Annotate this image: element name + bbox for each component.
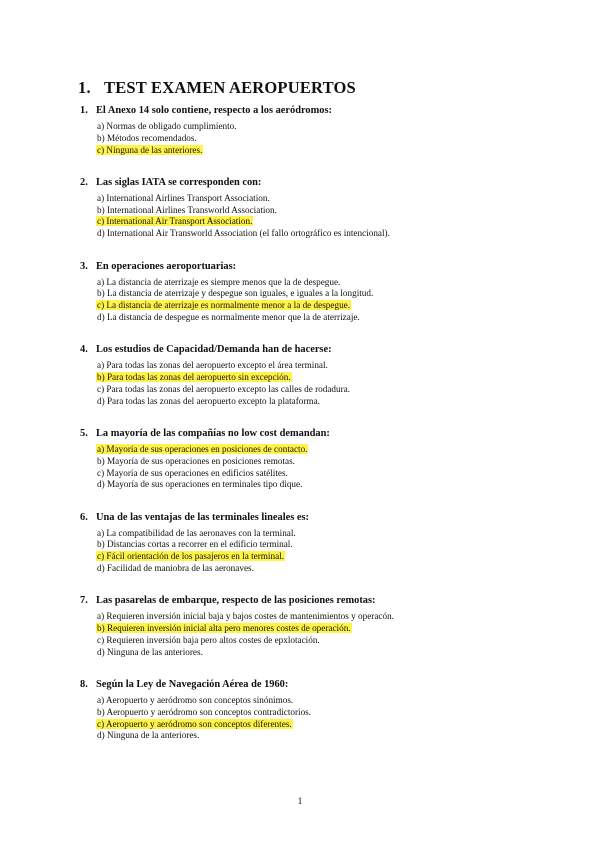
question-item: [80, 260, 550, 324]
answer-option: [96, 479, 550, 491]
answer-option-text: a) Para todas las zonas del aeropuerto excepto el área terminal.: [97, 360, 328, 371]
answer-option: [96, 312, 550, 324]
answer-option: [96, 133, 550, 145]
question-title: [80, 104, 550, 117]
question-number: 2.: [80, 176, 88, 188]
answer-option-text: b) La distancia de aterrizaje y despegue son iguales, e iguales a la longitud.: [97, 288, 374, 299]
question-item: [80, 678, 550, 742]
answer-options: [80, 121, 550, 156]
answer-option: [96, 539, 550, 551]
answer-options: [80, 444, 550, 491]
section-heading: [78, 78, 356, 98]
answer-option-text: a) Normas de obligado cumplimiento.: [97, 121, 237, 131]
answer-option: [96, 730, 550, 742]
question-text: Las pasarelas de embarque, respecto de las posiciones remotas:: [96, 595, 376, 607]
answer-option-highlighted: [96, 444, 550, 456]
answer-option: [96, 121, 550, 133]
question-item: [80, 343, 550, 407]
answer-option: [96, 396, 550, 408]
question-title: [80, 511, 550, 524]
question-text: La mayoría de las compañías no low cost demandan:: [96, 427, 330, 439]
question-item: [80, 104, 550, 156]
answer-option-highlighted: [96, 719, 550, 731]
answer-option-text: d) La distancia de despegue es normalmente menor que la de aterrizaje.: [97, 311, 360, 322]
question-number: 3.: [80, 260, 88, 272]
question-number: 6.: [80, 511, 88, 523]
answer-option-highlighted: [96, 623, 550, 635]
answer-option-highlighted: [96, 551, 550, 563]
answer-option-text: b) Aeropuerto y aeródromo son conceptos contradictorios.: [97, 706, 312, 717]
answer-option: [96, 288, 550, 300]
page-number: 1: [297, 797, 303, 807]
answer-option-highlighted: [96, 216, 550, 228]
answer-option: [96, 611, 550, 623]
question-title: [80, 678, 550, 691]
question-text: Los estudios de Capacidad/Demanda han de hacerse:: [96, 344, 332, 356]
answer-option: [96, 384, 550, 396]
answer-option-text: d) Ninguna de las anteriores.: [97, 646, 203, 657]
answer-option-text: b) Mayoría de sus operaciones en posiciones remotas.: [97, 455, 295, 466]
question-number: 4.: [80, 344, 88, 356]
answer-option-text: a) La compatibilidad de las aeronaves con la terminal.: [97, 527, 296, 538]
answer-option: [96, 228, 550, 240]
answer-option: [96, 456, 550, 468]
answer-option-text: b) International Airlines Transworld Association.: [97, 204, 277, 215]
answer-option-text: a) La distancia de aterrizaje es siempre menos que la de despegue.: [97, 276, 341, 287]
answer-options: [80, 360, 550, 407]
section-number: 1.: [78, 78, 91, 97]
answer-option-text: c) Ninguna de las anteriores.: [97, 144, 203, 155]
question-number: 8.: [80, 679, 88, 691]
answer-options: [80, 277, 550, 324]
answer-option: [96, 563, 550, 575]
answer-option: [96, 528, 550, 540]
question-number: 1.: [80, 105, 88, 116]
answer-option: [96, 193, 550, 205]
answer-options: [80, 193, 550, 240]
answer-option-text: c) La distancia de aterrizaje es normalmente menor a la de despegue.: [97, 300, 351, 311]
answer-option-highlighted: [96, 145, 550, 157]
answer-option-text: a) International Airlines Transport Association.: [97, 192, 270, 203]
answer-option: [96, 277, 550, 289]
section-title: TEST EXAMEN AEROPUERTOS: [104, 78, 356, 97]
question-title: [80, 594, 550, 607]
answer-option-text: b) Requieren inversión inicial alta pero menores costes de operación.: [97, 623, 351, 634]
answer-option-text: b) Distancias cortas a recorrer en el edificio terminal.: [97, 539, 293, 550]
question-item: [80, 427, 550, 491]
answer-option-text: d) Ninguna de la anteriores.: [97, 730, 200, 741]
answer-option-text: c) Fácil orientación de los pasajeros en la terminal.: [97, 551, 284, 562]
question-title: [80, 343, 550, 356]
answer-option: [96, 695, 550, 707]
answer-option-text: d) International Air Transworld Association (el fallo ortográfico es intencional).: [97, 228, 390, 239]
answer-option: [96, 360, 550, 372]
answer-options: [80, 528, 550, 575]
question-text: Según la Ley de Navegación Aérea de 1960:: [96, 679, 289, 691]
answer-option: [96, 647, 550, 659]
answer-option-text: c) Mayoría de sus operaciones en edificios satélites.: [97, 467, 288, 478]
question-title: [80, 427, 550, 440]
answer-option-text: a) Mayoría de sus operaciones en posiciones de contacto.: [97, 443, 308, 454]
answer-option-highlighted: [96, 372, 550, 384]
question-text: El Anexo 14 solo contiene, respecto a los aeródromos:: [96, 105, 332, 116]
question-text: Una de las ventajas de las terminales lineales es:: [96, 511, 309, 523]
answer-option-text: a) Aeropuerto y aeródromo son conceptos sinónimos.: [97, 695, 294, 706]
question-number: 5.: [80, 427, 88, 439]
answer-option-text: c) International Air Transport Association.: [97, 216, 253, 227]
answer-option-text: b) Para todas las zonas del aeropuerto sin excepción.: [97, 372, 291, 383]
question-number: 7.: [80, 595, 88, 607]
answer-options: [80, 695, 550, 742]
answer-option-text: d) Para todas las zonas del aeropuerto excepto la plataforma.: [97, 395, 320, 406]
question-list: [80, 104, 550, 762]
answer-option-text: c) Requieren inversión baja pero altos costes de epxlotación.: [97, 634, 320, 645]
question-item: [80, 511, 550, 575]
answer-option: [96, 205, 550, 217]
answer-option-highlighted: [96, 300, 550, 312]
answer-option: [96, 635, 550, 647]
answer-option-text: c) Aeropuerto y aeródromo son conceptos diferentes.: [97, 718, 292, 729]
question-text: En operaciones aeroportuarias:: [96, 260, 237, 272]
question-title: [80, 176, 550, 189]
answer-option-text: d) Facilidad de maniobra de las aeronaves.: [97, 563, 254, 574]
answer-option-text: d) Mayoría de sus operaciones en terminales tipo dique.: [97, 479, 303, 490]
question-item: [80, 594, 550, 658]
question-text: Las siglas IATA se corresponden con:: [96, 176, 262, 188]
answer-option: [96, 707, 550, 719]
answer-option-text: a) Requieren inversión inicial baja y bajos costes de mantenimientos y operacón.: [97, 611, 394, 622]
answer-options: [80, 611, 550, 658]
answer-option-text: b) Métodos recomendados.: [97, 132, 197, 143]
answer-option: [96, 468, 550, 480]
answer-option-text: c) Para todas las zonas del aeropuerto excepto las calles de rodadura.: [97, 383, 351, 394]
question-title: [80, 260, 550, 273]
question-item: [80, 176, 550, 240]
